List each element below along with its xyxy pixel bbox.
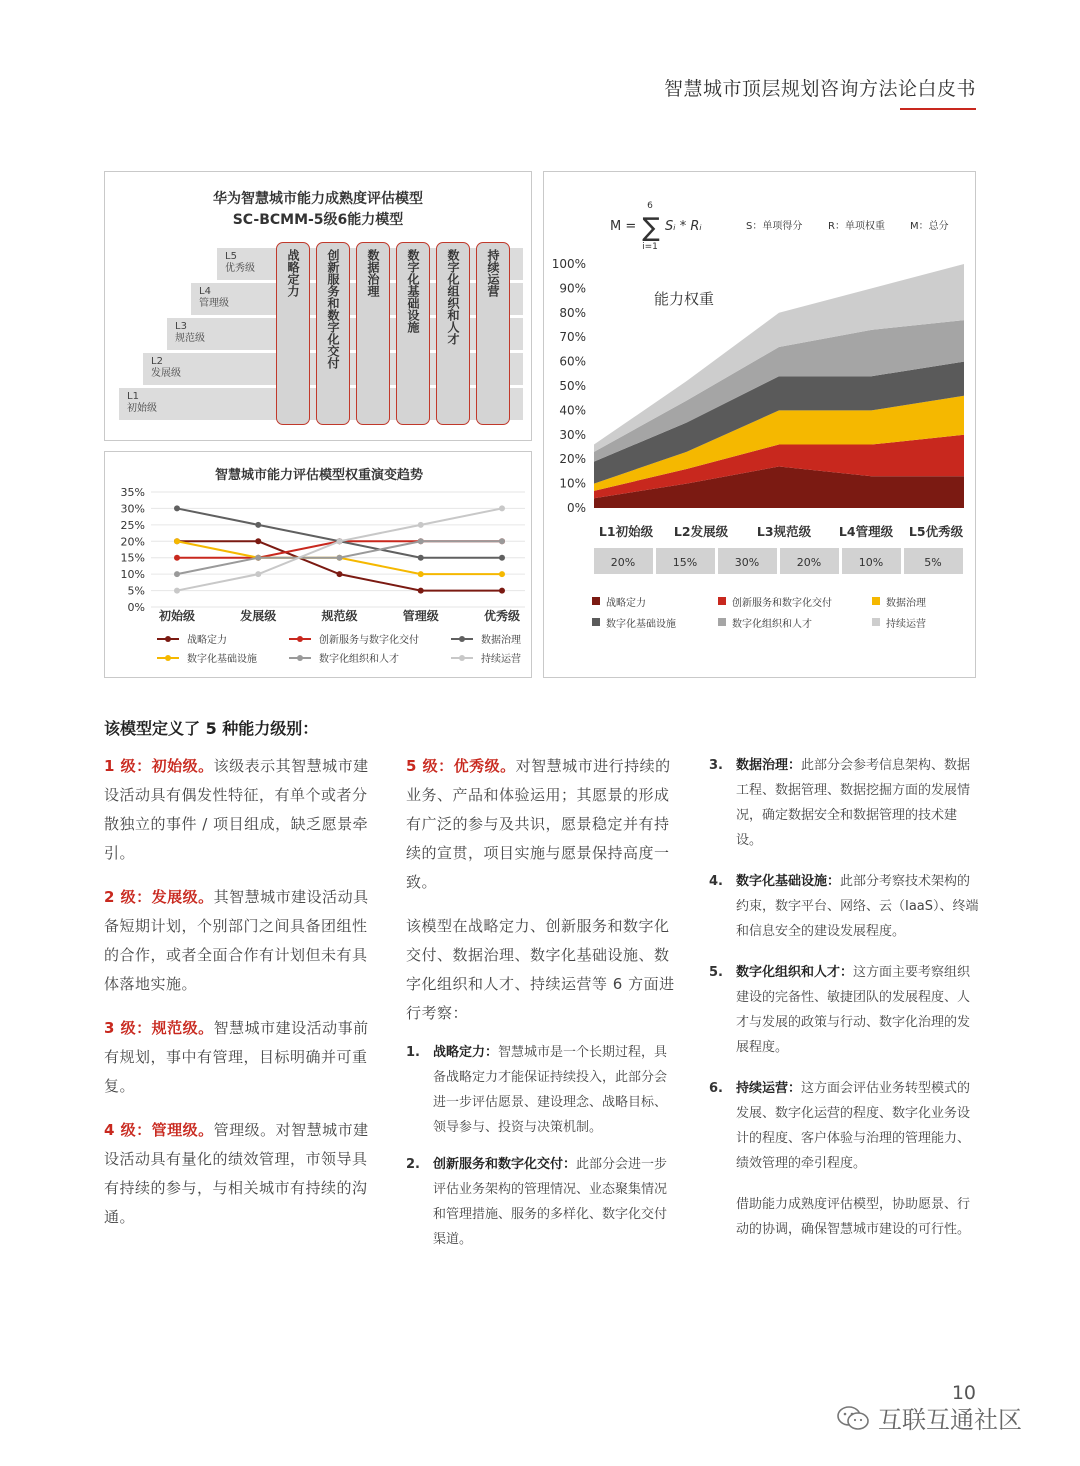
level-5-paragraph bbox=[406, 752, 676, 897]
y-tick-label: 100% bbox=[551, 257, 586, 271]
level-name: 优秀级 bbox=[225, 263, 255, 274]
y-tick-label: 5% bbox=[127, 584, 145, 598]
x-tick-label: 初始级 bbox=[158, 609, 196, 623]
y-tick-label: 10% bbox=[559, 476, 586, 491]
data-point bbox=[174, 571, 180, 577]
weight-value: 20% bbox=[796, 556, 822, 569]
level-1-paragraph bbox=[104, 752, 374, 868]
data-point bbox=[418, 588, 424, 594]
legend-swatch-data bbox=[872, 597, 880, 605]
legend-swatch-talent bbox=[718, 618, 726, 626]
level-name: 管理级 bbox=[199, 298, 229, 309]
level-3-text: 智慧城市建设活动事前有规划，事中有管理，目标明确并可重复。 bbox=[104, 1019, 369, 1095]
x-tick-label: 优秀级 bbox=[483, 609, 521, 623]
legend-swatch-infrastructure bbox=[592, 618, 600, 626]
level-3-paragraph bbox=[104, 1014, 374, 1101]
data-point bbox=[499, 571, 505, 577]
aspect-title: 数据治理： bbox=[736, 758, 802, 773]
level-code: L2 bbox=[151, 356, 163, 367]
data-point bbox=[255, 522, 261, 528]
legend-dot-infrastructure bbox=[165, 655, 171, 661]
level-code: L1 bbox=[127, 391, 139, 402]
data-point bbox=[255, 538, 261, 544]
legend-dot-innovation bbox=[297, 636, 303, 642]
legend-dot-strategy bbox=[165, 636, 171, 642]
level-descriptions-col2 bbox=[406, 752, 676, 1043]
weight-value: 20% bbox=[610, 556, 636, 569]
y-tick-label: 80% bbox=[559, 305, 586, 320]
capability-label: 数字化组织和人才 bbox=[446, 249, 460, 345]
data-point bbox=[255, 555, 261, 561]
weight-value: 5% bbox=[924, 556, 942, 569]
formula-sigma: ∑ bbox=[642, 213, 660, 243]
legend-dot-operation bbox=[459, 655, 465, 661]
legend-label-talent: 数字化组织和人才 bbox=[319, 654, 399, 665]
x-tick-label: 规范级 bbox=[321, 609, 358, 623]
legend-dot-data bbox=[459, 636, 465, 642]
legend-label-operation: 持续运营 bbox=[481, 654, 521, 665]
aspect-num: 6. bbox=[709, 1081, 723, 1096]
legend-dot-talent bbox=[297, 655, 303, 661]
y-tick-label: 30% bbox=[120, 502, 145, 516]
aspect-text: 这方面主要考察组织建设的完备性、敏捷团队的发展程度、人才与发展的政策与行动、数字化治理的发展程度。 bbox=[736, 965, 971, 1055]
aspect-num: 3. bbox=[709, 758, 723, 773]
capability-column-operation bbox=[476, 242, 510, 425]
aspect-title: 数字化组织和人才： bbox=[736, 965, 854, 980]
weight-trend-panel bbox=[104, 451, 532, 678]
legend-label-data: 数据治理 bbox=[481, 635, 521, 646]
x-tick-label: L3规范级 bbox=[756, 524, 812, 539]
capability-label: 持续运营 bbox=[486, 249, 500, 297]
capability-column-data bbox=[356, 242, 390, 425]
legend-swatch-innovation bbox=[718, 597, 726, 605]
formula-note-m: M：总分 bbox=[910, 221, 949, 232]
data-point bbox=[174, 505, 180, 511]
data-point bbox=[174, 555, 180, 561]
data-point bbox=[337, 555, 343, 561]
data-point bbox=[418, 538, 424, 544]
capability-label: 数字化基础设施 bbox=[406, 249, 420, 333]
y-tick-label: 15% bbox=[120, 551, 145, 565]
series-line bbox=[177, 508, 502, 590]
legend-label-strategy: 战略定力 bbox=[606, 598, 646, 609]
level-descriptions-col1 bbox=[104, 752, 374, 1247]
data-point bbox=[418, 522, 424, 528]
aspect-title: 持续运营： bbox=[736, 1081, 802, 1096]
y-tick-label: 70% bbox=[559, 330, 586, 345]
legend-label-data: 数据治理 bbox=[886, 598, 926, 609]
aspect-title: 创新服务和数字化交付： bbox=[433, 1157, 577, 1172]
aspect-num: 5. bbox=[709, 965, 723, 980]
data-point bbox=[499, 538, 505, 544]
aspect-item-4 bbox=[709, 869, 979, 944]
level-2-label: 2 级：发展级。 bbox=[104, 888, 214, 906]
data-point bbox=[337, 571, 343, 577]
aspect-text: 智慧城市是一个长期过程，具备战略定力才能保证持续投入，此部分会进一步评估愿景、建设理念、战略目标、领导参与、投资与决策机制。 bbox=[433, 1045, 668, 1135]
y-tick-label: 20% bbox=[120, 535, 145, 549]
header-accent-rule bbox=[900, 108, 976, 110]
x-tick-label: 发展级 bbox=[240, 609, 277, 623]
data-point bbox=[255, 571, 261, 577]
level-1-label: 1 级：初始级。 bbox=[104, 757, 214, 775]
capability-label: 创新服务和数字化交付 bbox=[326, 249, 340, 369]
weight-value: 10% bbox=[858, 556, 884, 569]
model-title-line1: 华为智慧城市能力成熟度评估模型 bbox=[213, 191, 423, 207]
level-4-text: 管理级。对智慧城市建设活动具有量化的绩效管理，市领导具有持续的参与，与相关城市有持续的沟通。 bbox=[104, 1121, 369, 1226]
aspect-item-1 bbox=[406, 1040, 676, 1140]
y-tick-label: 60% bbox=[559, 354, 586, 369]
formula-note-s: S：单项得分 bbox=[746, 221, 803, 232]
level-5-text: 对智慧城市进行持续的业务、产品和体验运用；其愿景的形成有广泛的参与及共识，愿景稳定并有持续的宣贯，项目实施与愿景保持高度一致。 bbox=[406, 757, 671, 891]
x-tick-label: L1初始级 bbox=[598, 524, 654, 539]
data-point bbox=[174, 588, 180, 594]
data-point bbox=[174, 538, 180, 544]
capability-weight-panel bbox=[543, 171, 976, 678]
legend-label-operation: 持续运营 bbox=[886, 619, 926, 630]
line-chart-title: 智慧城市能力评估模型权重演变趋势 bbox=[214, 468, 424, 483]
level-name: 发展级 bbox=[151, 368, 181, 379]
aspect-text: 此部分考察技术架构的约束，数字平台、网络、云（IaaS）、终端和信息安全的建设发展程度。 bbox=[736, 874, 979, 939]
y-tick-label: 90% bbox=[559, 281, 586, 296]
y-tick-label: 25% bbox=[120, 518, 145, 532]
watermark-text: 互联互通社区 bbox=[878, 1406, 1022, 1434]
formula-lhs: M = bbox=[610, 219, 637, 234]
x-tick-label: 管理级 bbox=[402, 609, 439, 623]
level-code: L3 bbox=[175, 321, 187, 332]
data-point bbox=[418, 555, 424, 561]
aspect-num: 2. bbox=[406, 1157, 420, 1172]
level-2-paragraph bbox=[104, 883, 374, 999]
area-chart-label: 能力权重 bbox=[654, 290, 715, 308]
x-tick-label: L5优秀级 bbox=[908, 524, 964, 539]
legend-label-infrastructure: 数字化基础设施 bbox=[606, 619, 676, 630]
data-point bbox=[337, 538, 343, 544]
level-1-text: 该级表示其智慧城市建设活动具有偶发性特征，有单个或者分散独立的事件 / 项目组成，缺乏愿景牵引。 bbox=[104, 757, 369, 862]
legend-swatch-operation bbox=[872, 618, 880, 626]
x-tick-label: L2发展级 bbox=[673, 524, 729, 539]
legend-label-talent: 数字化组织和人才 bbox=[732, 619, 812, 630]
series-line bbox=[177, 541, 502, 590]
aspect-item-2 bbox=[406, 1152, 676, 1252]
aspect-title: 战略定力： bbox=[433, 1045, 499, 1060]
aspects-list-col3 bbox=[709, 753, 979, 1242]
legend-label-innovation: 创新服务与数字化交付 bbox=[319, 635, 419, 646]
data-point bbox=[499, 505, 505, 511]
level-4-paragraph bbox=[104, 1116, 374, 1232]
y-tick-label: 20% bbox=[559, 452, 586, 467]
y-tick-label: 50% bbox=[559, 379, 586, 393]
aspect-item-3 bbox=[709, 753, 979, 853]
formula-lower-limit: i=1 bbox=[642, 242, 658, 252]
data-point bbox=[499, 555, 505, 561]
aspects-intro: 该模型在战略定力、创新服务和数字化交付、数据治理、数字化基础设施、数字化组织和人才、持续运营等 6 方面进行考察： bbox=[406, 917, 675, 1022]
legend-label-strategy: 战略定力 bbox=[187, 635, 227, 646]
y-tick-label: 35% bbox=[120, 486, 145, 499]
legend-label-innovation: 创新服务和数字化交付 bbox=[732, 598, 832, 609]
capability-label: 战略定力 bbox=[286, 249, 300, 297]
maturity-model-panel bbox=[104, 171, 532, 441]
weight-trend-chart bbox=[105, 452, 533, 679]
level-3-label: 3 级：规范级。 bbox=[104, 1019, 214, 1037]
capability-column-infrastructure bbox=[396, 242, 430, 425]
aspects-list-col2 bbox=[406, 1040, 676, 1264]
data-point bbox=[418, 571, 424, 577]
watermark bbox=[836, 1400, 1022, 1435]
aspect-item-6 bbox=[709, 1076, 979, 1176]
aspect-text: 此部分会进一步评估业务架构的管理情况、业态聚集情况和管理措施、服务的多样化、数字化交付渠道。 bbox=[433, 1157, 668, 1247]
y-tick-label: 0% bbox=[566, 501, 586, 515]
weight-value: 30% bbox=[734, 556, 760, 569]
legend-swatch-strategy bbox=[592, 597, 600, 605]
aspect-num: 4. bbox=[709, 874, 723, 889]
formula-term: Sᵢ * Rᵢ bbox=[665, 219, 702, 234]
header-title: 智慧城市顶层规划咨询方法论白皮书 bbox=[663, 78, 976, 100]
model-title-line2: SC-BCMM-5级6能力模型 bbox=[232, 212, 404, 228]
level-name: 规范级 bbox=[175, 333, 205, 344]
y-tick-label: 10% bbox=[120, 568, 145, 582]
page-number: 10 bbox=[951, 1382, 976, 1404]
closing-paragraph: 借助能力成熟度评估模型，协助愿景、行动的协调，确保智慧城市建设的可行性。 bbox=[736, 1197, 971, 1237]
level-weight-row bbox=[594, 548, 963, 574]
section-heading: 该模型定义了 5 种能力级别： bbox=[104, 719, 319, 738]
level-5-label: 5 级：优秀级。 bbox=[406, 757, 516, 775]
aspect-text: 此部分会参考信息架构、数据工程、数据管理、数据挖掘方面的发展情况，确定数据安全和数据管理的技术建设。 bbox=[736, 758, 971, 848]
aspect-item-5 bbox=[709, 960, 979, 1060]
level-code: L5 bbox=[225, 251, 237, 262]
aspect-title: 数字化基础设施： bbox=[736, 874, 841, 889]
formula-upper-limit: 6 bbox=[647, 201, 653, 211]
level-name: 初始级 bbox=[127, 403, 157, 414]
wechat-icon bbox=[836, 1404, 870, 1432]
capability-column-innovation bbox=[316, 242, 350, 425]
formula-note-r: R：单项权重 bbox=[828, 221, 885, 232]
capability-column-talent bbox=[436, 242, 470, 425]
x-tick-label: L4管理级 bbox=[838, 524, 894, 539]
weight-value: 15% bbox=[672, 556, 698, 569]
level-4-label: 4 级：管理级。 bbox=[104, 1121, 214, 1139]
capability-column-strategy bbox=[276, 242, 310, 425]
aspect-text: 这方面会评估业务转型模式的发展、数字化运营的程度、数字化业务设计的程度、客户体验与治理的管理能力、绩效管理的牵引程度。 bbox=[736, 1081, 971, 1171]
level-2-text: 其智慧城市建设活动具备短期计划，个别部门之间具备团组性的合作，或者全面合作有计划但未有具体落地实施。 bbox=[104, 888, 369, 993]
aspect-num: 1. bbox=[406, 1045, 420, 1060]
data-point bbox=[499, 588, 505, 594]
level-code: L4 bbox=[199, 286, 211, 297]
y-tick-label: 40% bbox=[559, 403, 586, 418]
y-tick-label: 30% bbox=[559, 427, 586, 442]
legend-label-infrastructure: 数字化基础设施 bbox=[187, 654, 257, 665]
y-tick-label: 0% bbox=[127, 601, 145, 614]
capability-weight-chart bbox=[544, 172, 977, 679]
capability-label: 数据治理 bbox=[366, 249, 380, 297]
score-formula bbox=[610, 201, 949, 252]
